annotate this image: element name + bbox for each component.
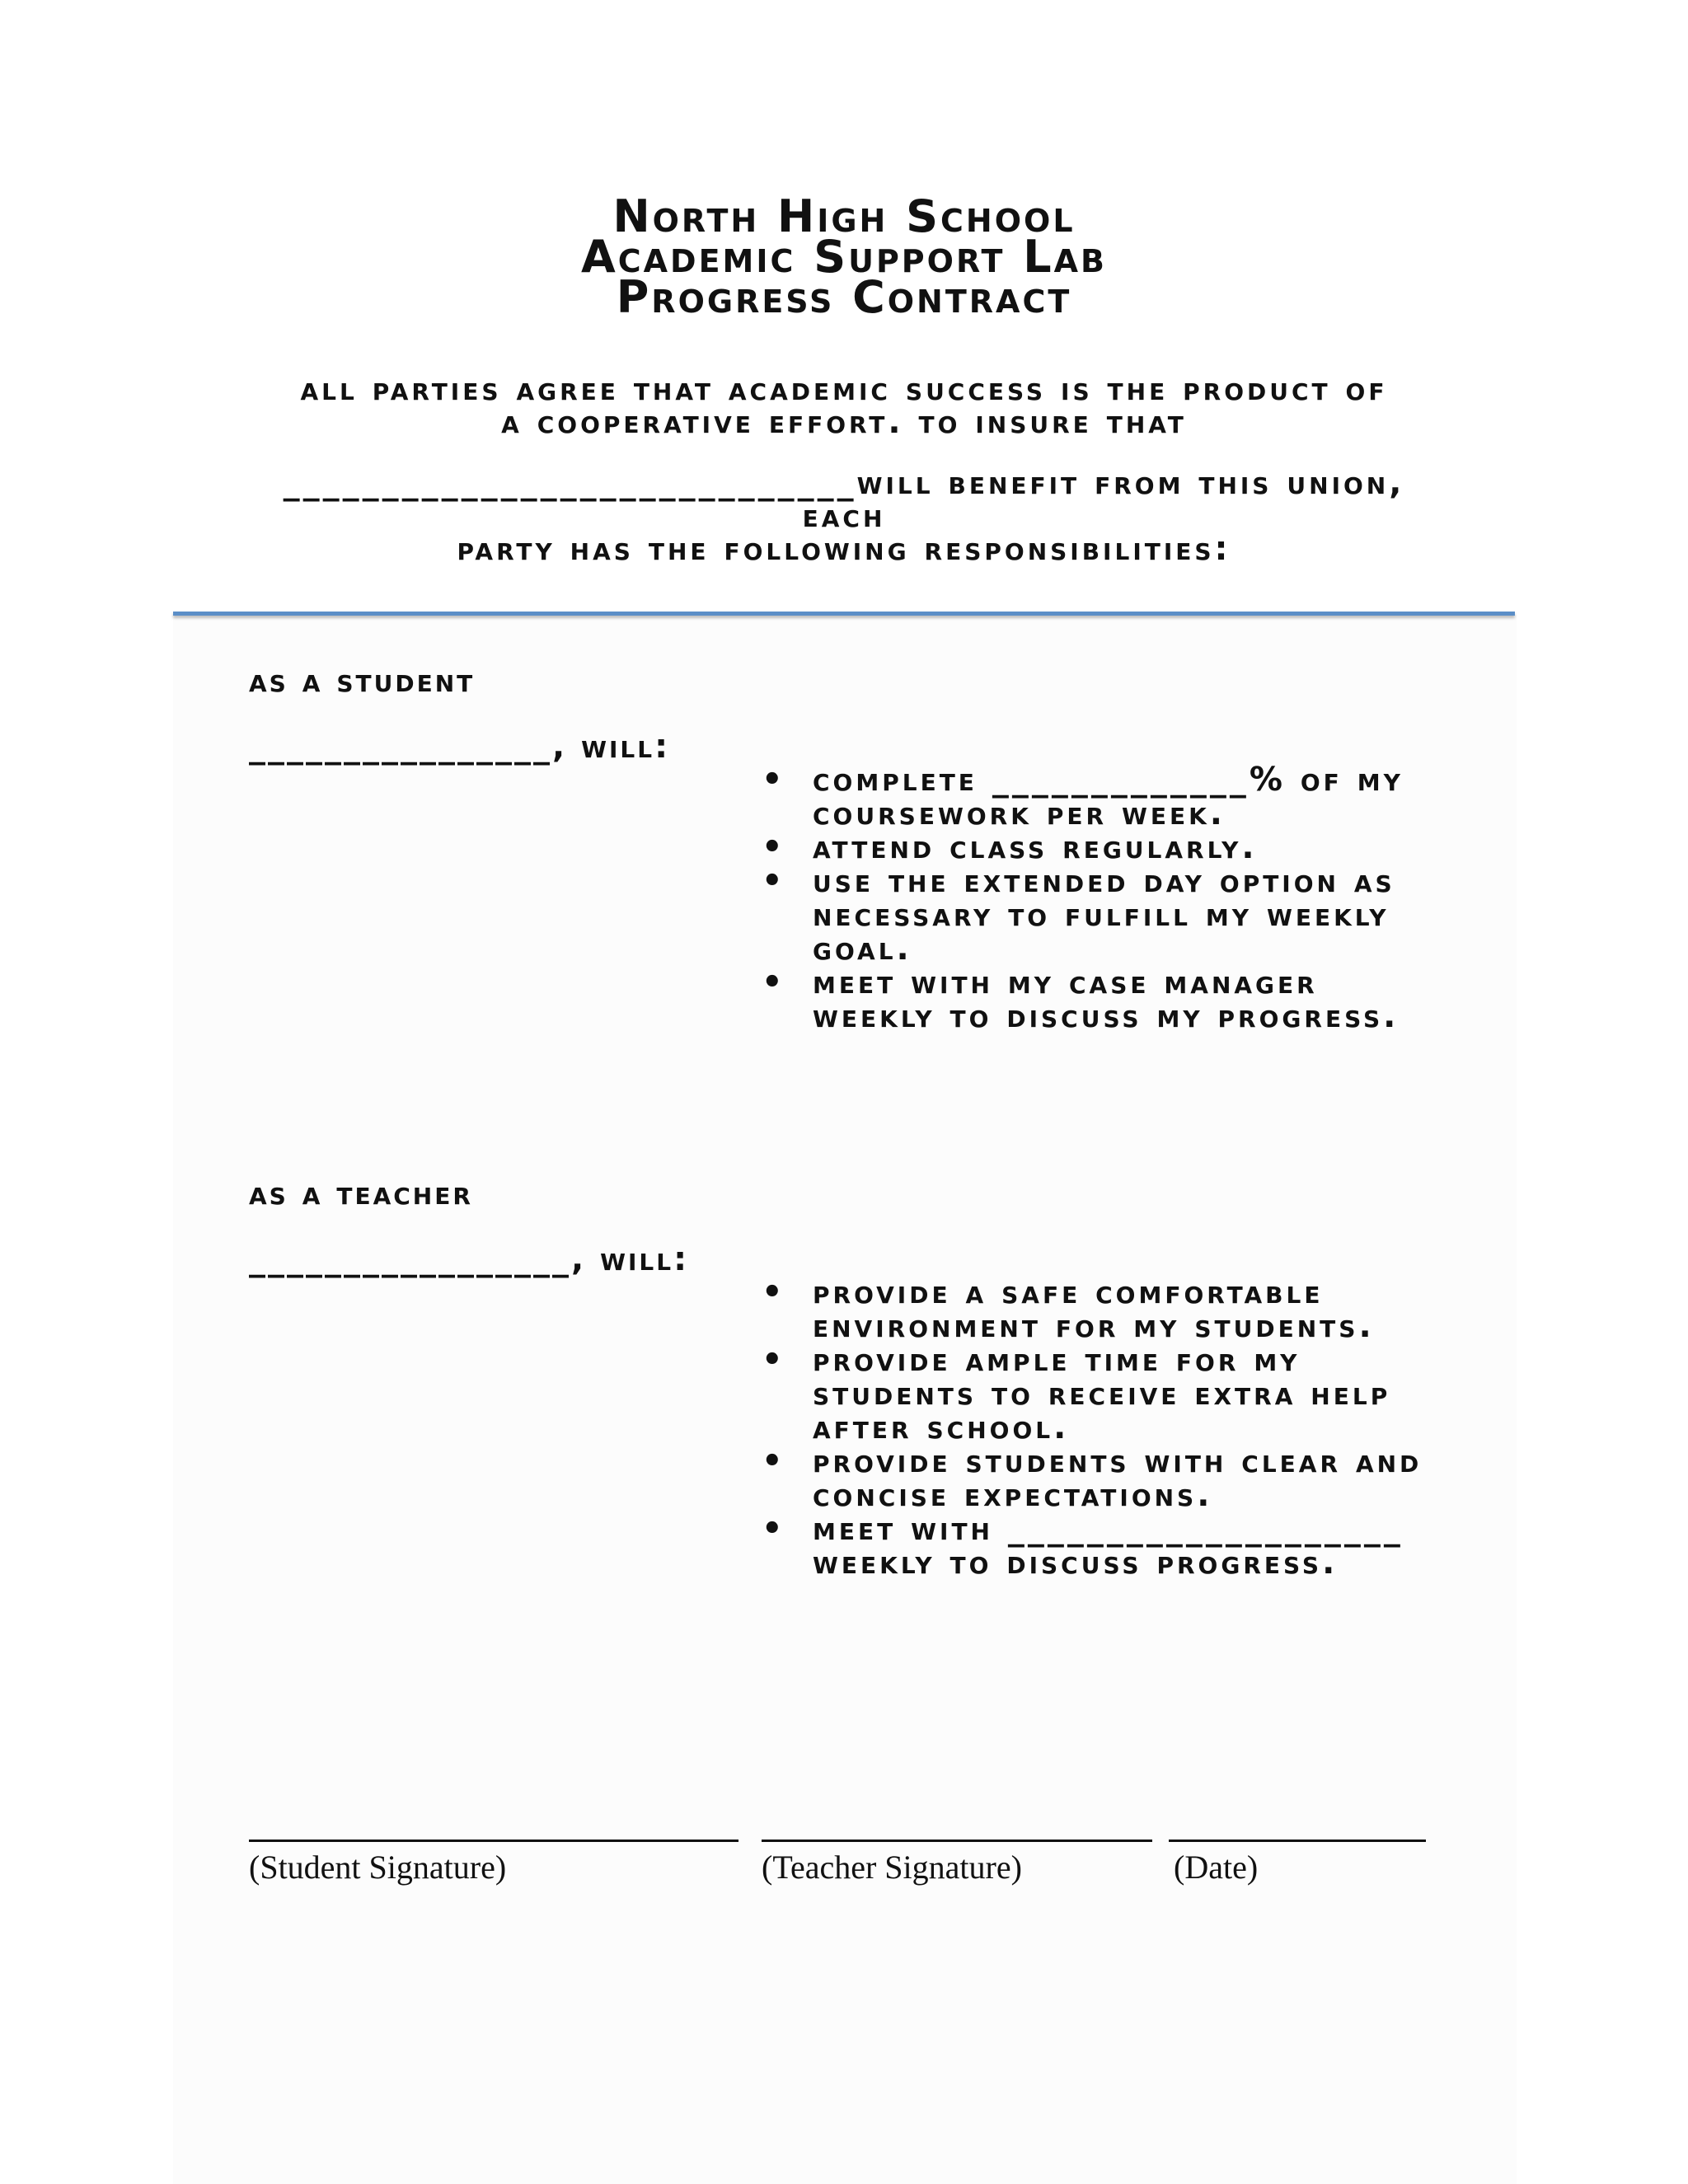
bullet-icon: •: [762, 1442, 783, 1480]
intro-line: _____________________________will benefit from this union, each: [283, 464, 1405, 535]
bullet-icon: •: [762, 761, 783, 799]
list-item: • use the extended day option as necessary to fulfill my weekly goal.: [762, 862, 1395, 968]
title-contract: Progress Contract: [616, 271, 1072, 323]
date-label: (Date): [1174, 1849, 1259, 1886]
list-item: • attend class regularly.: [762, 828, 1258, 866]
teacher-signature-label: (Teacher Signature): [762, 1849, 1022, 1886]
intro-line: a cooperative effort. to insure that: [501, 403, 1187, 441]
intro-paragraph-1: [247, 370, 1441, 441]
intro-paragraph-2: [247, 464, 1441, 568]
teacher-heading: as a teacher: [249, 1174, 473, 1212]
section-divider: [173, 612, 1515, 616]
list-item: • provide ample time for my students to receive extra help after school.: [762, 1341, 1391, 1446]
teacher-signature-line: [762, 1840, 1152, 1842]
list-item: • meet with ____________________ weekly to discuss progress.: [762, 1510, 1404, 1582]
intro-line: all parties agree that academic success is the product of: [300, 370, 1388, 408]
student-responsibilities-list: [758, 763, 1451, 1033]
bullet-icon: •: [762, 1510, 783, 1548]
list-item: • provide a safe comfortable environment for my students.: [762, 1273, 1375, 1345]
bullet-icon: •: [762, 862, 783, 900]
date-line: [1169, 1840, 1426, 1842]
list-item: • complete _____________% of my coursework per week.: [762, 761, 1404, 832]
list-item: • meet with my case manager weekly to discuss my progress.: [762, 963, 1400, 1035]
teacher-will-line: _________________, will:: [249, 1240, 690, 1278]
bullet-icon: •: [762, 1341, 783, 1379]
intro-line: party has the following responsibilities:: [457, 530, 1231, 568]
bullet-icon: •: [762, 1273, 783, 1311]
teacher-responsibilities-list: [758, 1273, 1451, 1582]
list-item: • provide students with clear and concise expectations.: [762, 1442, 1423, 1514]
bullet-icon: •: [762, 963, 783, 1001]
document-title: [0, 190, 1688, 323]
title-lab: Academic Support Lab: [580, 231, 1108, 283]
bullet-icon: •: [762, 828, 783, 866]
student-signature-label: (Student Signature): [249, 1849, 507, 1886]
student-will-line: ________________, will:: [249, 728, 671, 766]
title-school: North High School: [612, 190, 1076, 242]
student-signature-line: [249, 1840, 738, 1842]
student-heading: as a student: [249, 662, 476, 700]
